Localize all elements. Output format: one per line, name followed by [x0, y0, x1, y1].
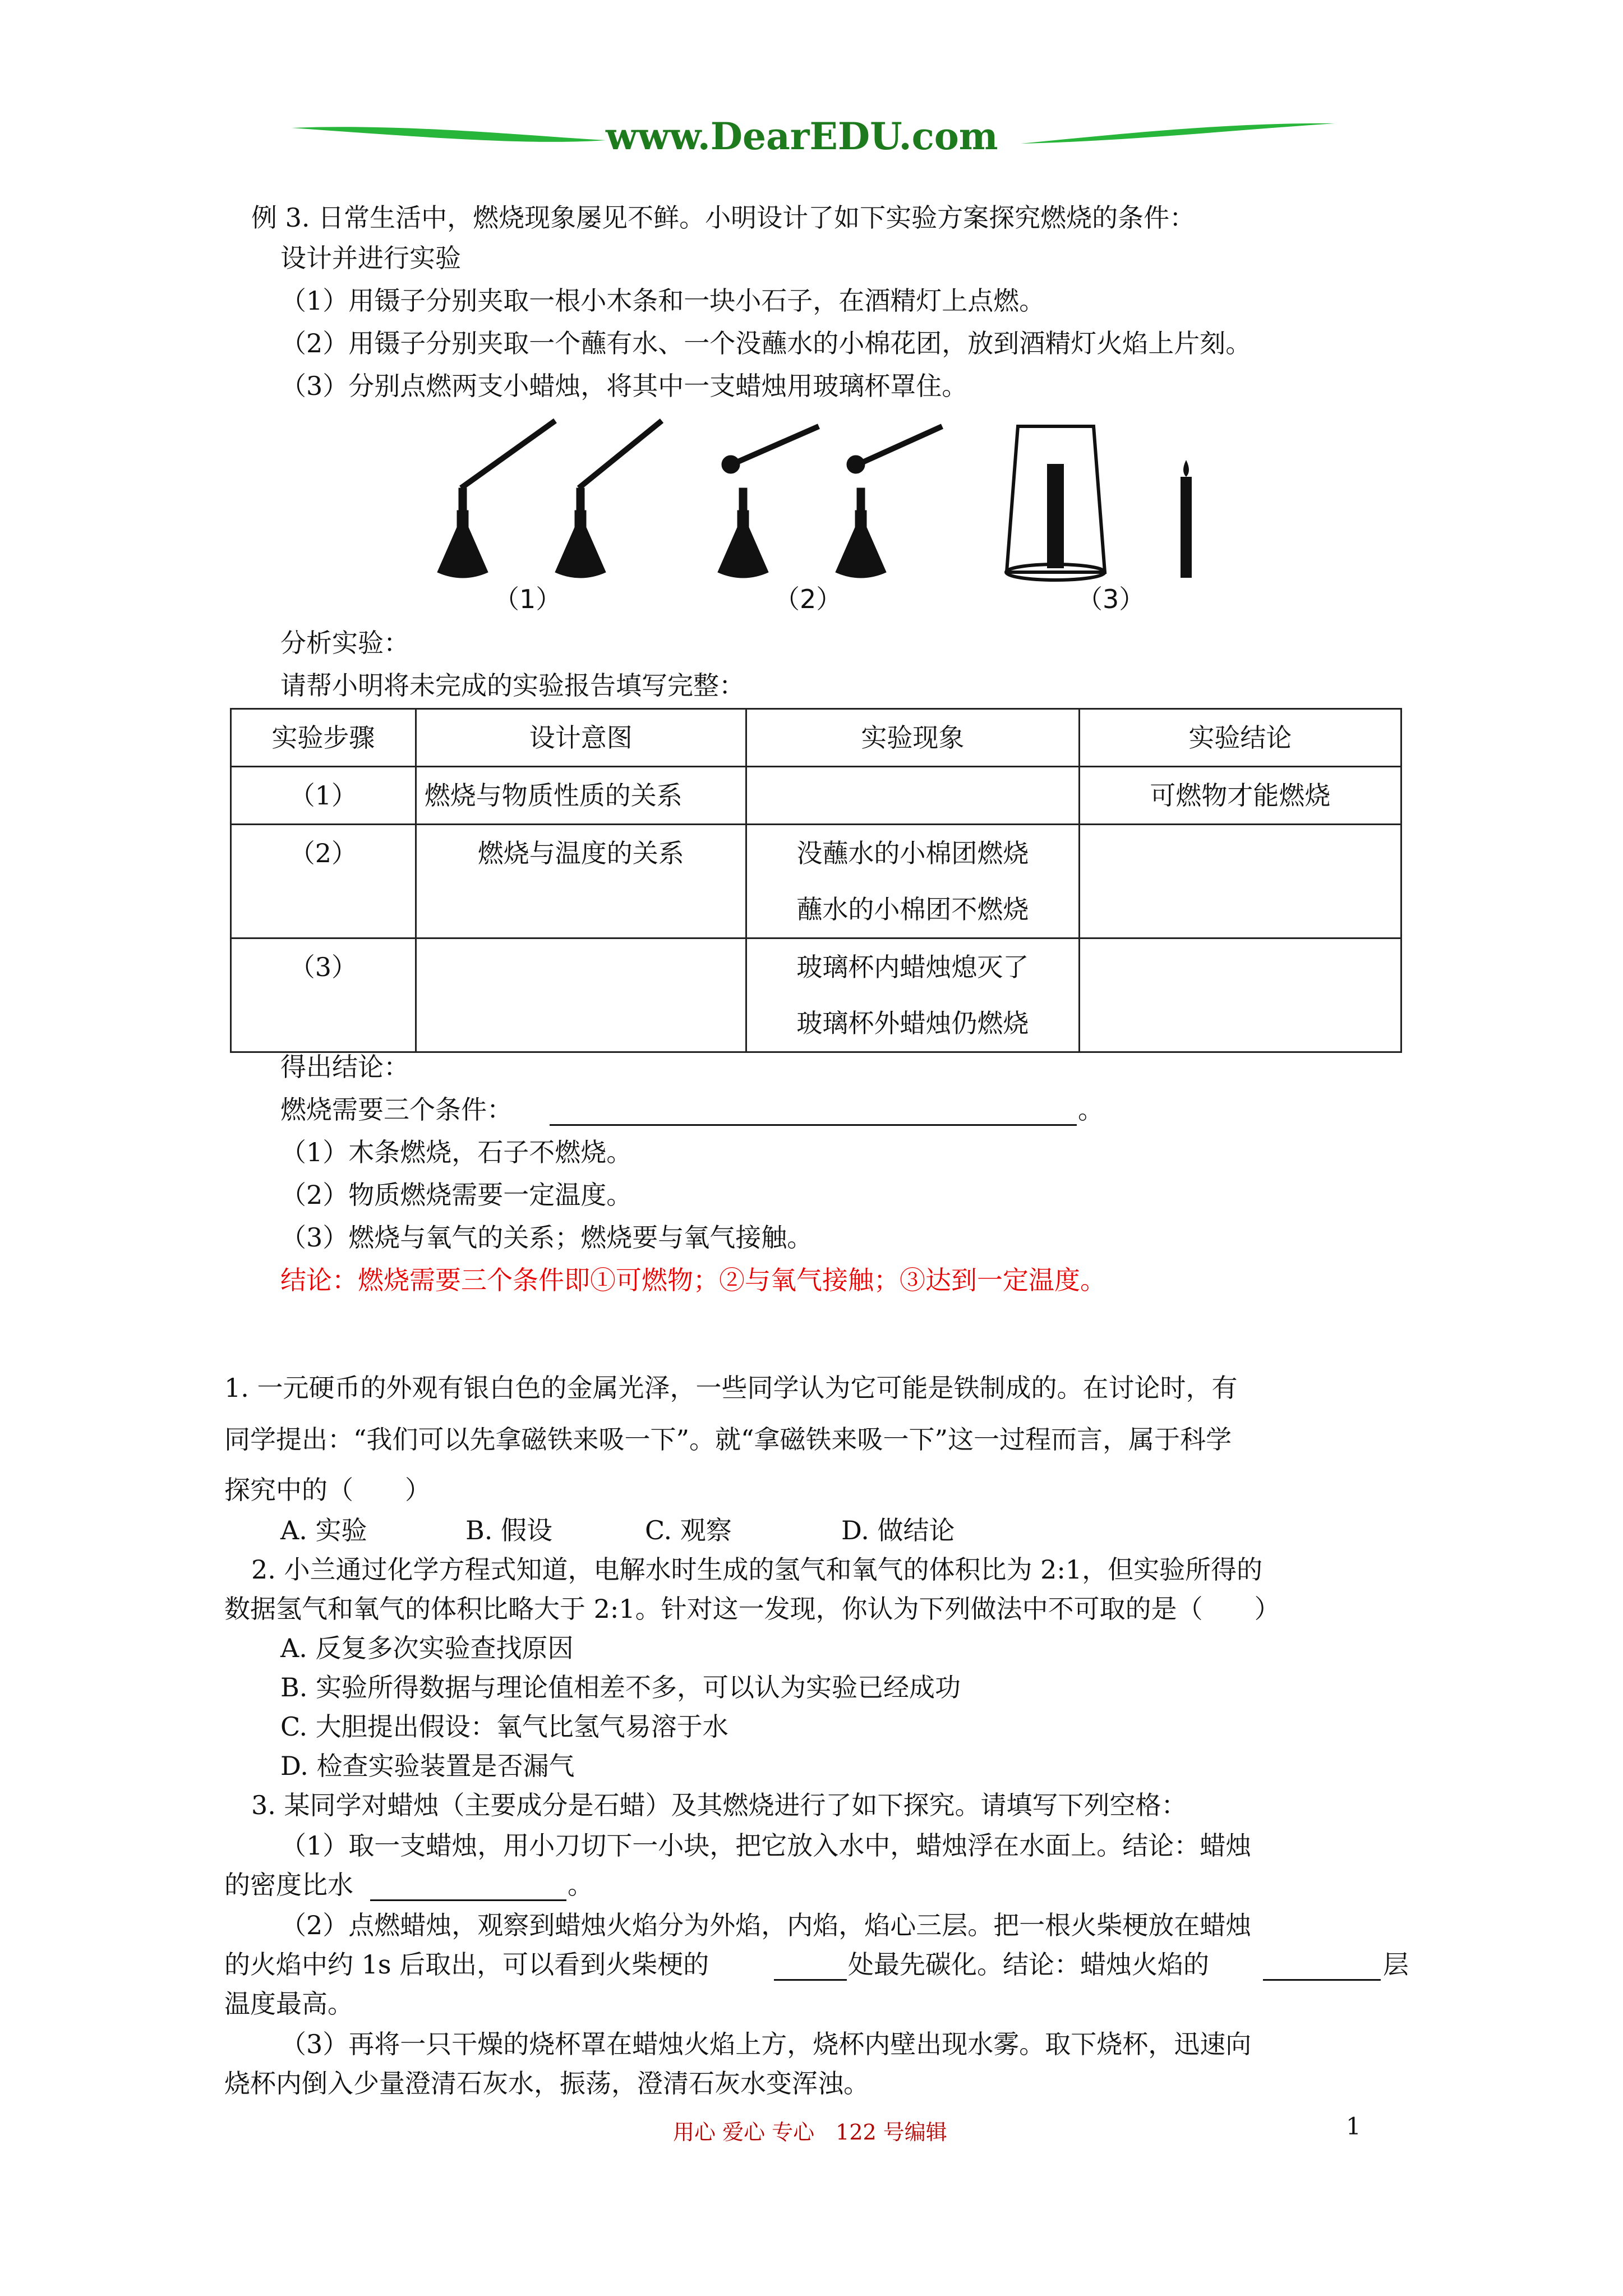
table-header-cell: 实验现象 [746, 709, 1079, 767]
table-cell-phenomenon [746, 825, 1079, 938]
q2-option-b[interactable]: B. 实验所得数据与理论值相差不多，可以认为实验已经成功 [280, 1672, 961, 1703]
table-row [231, 767, 1401, 825]
table-cell-intent: 燃烧与温度的关系 [416, 825, 746, 938]
example-title: 例 3. 日常生活中，燃烧现象屡见不鲜。小明设计了如下实验方案探究燃烧的条件： [251, 203, 1196, 233]
table-row [231, 825, 1401, 938]
q1-option-b[interactable]: B. 假设 [465, 1515, 553, 1545]
analysis-heading: 分析实验： [280, 628, 409, 658]
phenomenon-line: 没蘸水的小棉团燃烧 [796, 838, 1029, 868]
q3-p2-line-1: （2）点燃蜡烛，观察到蜡烛火焰分为外焰，内焰，焰心三层。把一根火柴梗放在蜡烛 [280, 1910, 1252, 1940]
table-cell-intent: 燃烧与物质性质的关系 [416, 767, 746, 825]
q3-p3-line-1: （3）再将一只干燥的烧杯罩在蜡烛火焰上方，烧杯内壁出现水雾。取下烧杯，迅速向 [280, 2029, 1252, 2059]
q3-blank-density[interactable] [370, 1899, 566, 1901]
q2-option-c[interactable]: C. 大胆提出假设：氧气比氢气易溶于水 [280, 1711, 728, 1742]
table-header-row [231, 709, 1401, 767]
figure-label-1: （1） [494, 584, 562, 614]
step-1: （1）用镊子分别夹取一根小木条和一块小石子，在酒精灯上点燃。 [280, 286, 1045, 316]
q3-p1-line-2a: 的密度比水 [224, 1870, 353, 1900]
alcohol-lamp-icon [718, 426, 819, 578]
answer-2: （2）物质燃烧需要一定温度。 [280, 1180, 633, 1210]
table-cell-conclusion: 可燃物才能燃烧 [1079, 767, 1401, 825]
glass-cup-icon [1006, 426, 1105, 580]
three-conditions-suffix: 。 [1078, 1094, 1104, 1125]
candle-icon [1181, 460, 1192, 578]
step-2: （2）用镊子分别夹取一个蘸有水、一个没蘸水的小棉花团，放到酒精灯火焰上片刻。 [280, 328, 1252, 358]
table-cell-phenomenon-blank[interactable] [746, 767, 1079, 825]
figure-label-3: （3） [1077, 584, 1145, 614]
table-header-cell: 设计意图 [416, 709, 746, 767]
table-cell-intent-blank[interactable] [416, 938, 746, 1052]
table-cell-step: （2） [231, 825, 416, 938]
q3-p2-line-3: 温度最高。 [224, 1989, 353, 2019]
phenomenon-line: 玻璃杯内蜡烛熄灭了 [796, 952, 1029, 982]
design-heading: 设计并进行实验 [280, 243, 461, 273]
q3-p2-line-2b: 处最先碳化。结论：蜡烛火焰的 [848, 1949, 1209, 1980]
q3-p2-line-2a: 的火焰中约 1s 后取出，可以看到火柴梗的 [224, 1949, 709, 1980]
table-row [231, 938, 1401, 1052]
q3-p1-line-1: （1）取一支蜡烛，用小刀切下一小块，把它放入水中，蜡烛浮在水面上。结论：蜡烛 [280, 1830, 1252, 1861]
footer-text: 用心 爱心 专心 122 号编辑 [673, 2120, 947, 2145]
header-logo [292, 107, 1335, 168]
q3-p2-line-2c: 层 [1383, 1949, 1409, 1980]
alcohol-lamp-icon [437, 421, 555, 578]
q1-option-a[interactable]: A. 实验 [280, 1515, 367, 1545]
report-prompt: 请帮小明将未完成的实验报告填写完整： [280, 670, 745, 701]
q1-option-d[interactable]: D. 做结论 [841, 1515, 955, 1545]
q1-line-3: 探究中的（ ） [224, 1475, 431, 1505]
q2-line-1: 2. 小兰通过化学方程式知道，电解水时生成的氢气和氧气的体积比为 2:1，但实验所得的 [251, 1554, 1263, 1585]
figure-label-2: （2） [774, 584, 842, 614]
alcohol-lamp-icon [836, 426, 942, 578]
q2-line-2: 数据氢气和氧气的体积比略大于 2:1。针对这一发现，你认为下列做法中不可取的是（ ） [224, 1594, 1280, 1624]
q3-p3-line-2: 烧杯内倒入少量澄清石灰水，振荡，澄清石灰水变浑浊。 [224, 2068, 869, 2099]
conclusion-heading: 得出结论： [280, 1052, 409, 1082]
q3-blank-flame-layer[interactable] [1263, 1979, 1381, 1981]
table-cell-conclusion-blank[interactable] [1079, 938, 1401, 1052]
experiment-report-table [230, 708, 1402, 1053]
page-number: 1 [1346, 2113, 1361, 2140]
table-header-cell: 实验步骤 [231, 709, 416, 767]
q1-line-1: 1. 一元硬币的外观有银白色的金属光泽，一些同学认为它可能是铁制成的。在讨论时，有 [224, 1373, 1238, 1403]
q1-line-2: 同学提出：“我们可以先拿磁铁来吸一下”。就“拿磁铁来吸一下”这一过程而言，属于科学 [224, 1424, 1232, 1455]
table-cell-phenomenon [746, 938, 1079, 1052]
q3-blank-char-position[interactable] [774, 1979, 847, 1981]
answer-3: （3）燃烧与氧气的关系；燃烧要与氧气接触。 [280, 1222, 813, 1253]
table-header-cell: 实验结论 [1079, 709, 1401, 767]
q2-option-d[interactable]: D. 检查实验装置是否漏气 [280, 1751, 575, 1781]
q3-p1-line-2b: 。 [568, 1870, 593, 1900]
q2-option-a[interactable]: A. 反复多次实验查找原因 [280, 1633, 574, 1663]
header-logo-text: www.DearEDU.com [606, 114, 998, 158]
alcohol-lamp-icon [555, 421, 662, 578]
three-conditions-prefix: 燃烧需要三个条件： [280, 1094, 513, 1125]
q1-option-c[interactable]: C. 观察 [645, 1515, 732, 1545]
three-conditions-blank[interactable] [550, 1124, 1077, 1126]
answer-1: （1）木条燃烧，石子不燃烧。 [280, 1137, 633, 1167]
table-cell-step: （1） [231, 767, 416, 825]
phenomenon-line: 蘸水的小棉团不燃烧 [796, 894, 1029, 924]
q3-intro: 3. 某同学对蜡烛（主要成分是石蜡）及其燃烧进行了如下探究。请填写下列空格： [251, 1790, 1187, 1820]
step-3: （3）分别点燃两支小蜡烛，将其中一支蜡烛用玻璃杯罩住。 [280, 371, 968, 401]
phenomenon-line: 玻璃杯外蜡烛仍燃烧 [796, 1008, 1029, 1038]
final-conclusion: 结论：燃烧需要三个条件即①可燃物；②与氧气接触；③达到一定温度。 [280, 1265, 1106, 1295]
table-cell-conclusion-blank[interactable] [1079, 825, 1401, 938]
table-cell-step: （3） [231, 938, 416, 1052]
